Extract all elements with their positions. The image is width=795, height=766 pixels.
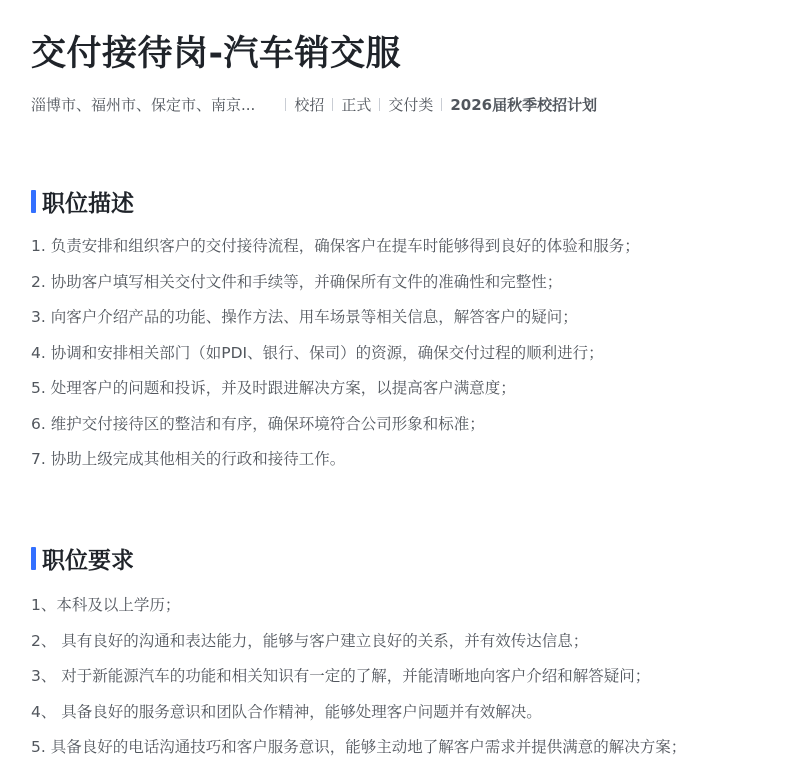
list-item: 7. 协助上级完成其他相关的行政和接待工作。 [31,450,346,468]
job-meta [31,94,597,115]
list-item: 4. 协调和安排相关部门（如PDI、银行、保司）的资源，确保交付过程的顺利进行； [31,343,604,362]
description-heading-label: 职位描述 [42,191,134,217]
list-item: 4、 具备良好的服务意识和团队合作精神，能够处理客户问题并有效解决。 [31,702,542,721]
list-item: 6. 维护交付接待区的整洁和有序，确保环境符合公司形象和标准； [31,414,485,433]
list-item: 1. 负责安排和组织客户的交付接待流程，确保客户在提车时能够得到良好的体验和服务； [31,237,640,255]
list-item: 5. 具备良好的电话沟通技巧和客户服务意识，能够主动地了解客户需求并提供满意的解决方案； [31,738,687,756]
meta-divider [441,98,442,111]
job-locations[interactable]: 淄博市、福州市、保定市、南京... [31,96,256,114]
recruit-program: 2026届秋季校招计划 [450,96,598,114]
list-item: 5. 处理客户的问题和投诉，并及时跟进解决方案，以提高客户满意度； [31,379,516,397]
requirements-list [31,588,686,766]
employment-type: 正式 [341,96,372,114]
job-title: 交付接待岗-汽车销交服 [31,34,402,74]
requirements-heading [31,542,134,575]
list-item: 3、 对于新能源汽车的功能和相关知识有一定的了解，并能清晰地向客户介绍和解答疑问； [31,667,651,685]
list-item: 3. 向客户介绍产品的功能、操作方法、用车场景等相关信息，解答客户的疑问； [31,308,578,326]
meta-divider [332,98,333,111]
description-list [31,229,640,478]
recruit-type: 校招 [294,96,325,114]
requirements-heading-label: 职位要求 [42,548,134,574]
list-item: 2. 协助客户填写相关交付文件和手续等，并确保所有文件的准确性和完整性； [31,272,563,291]
meta-divider [285,98,286,111]
meta-divider [379,98,380,111]
job-category: 交付类 [388,96,434,114]
heading-accent-bar [31,190,36,213]
list-item: 1、本科及以上学历； [31,596,181,614]
description-heading [31,185,134,218]
heading-accent-bar [31,547,36,570]
list-item: 2、 具有良好的沟通和表达能力，能够与客户建立良好的关系，并有效传达信息； [31,631,589,650]
